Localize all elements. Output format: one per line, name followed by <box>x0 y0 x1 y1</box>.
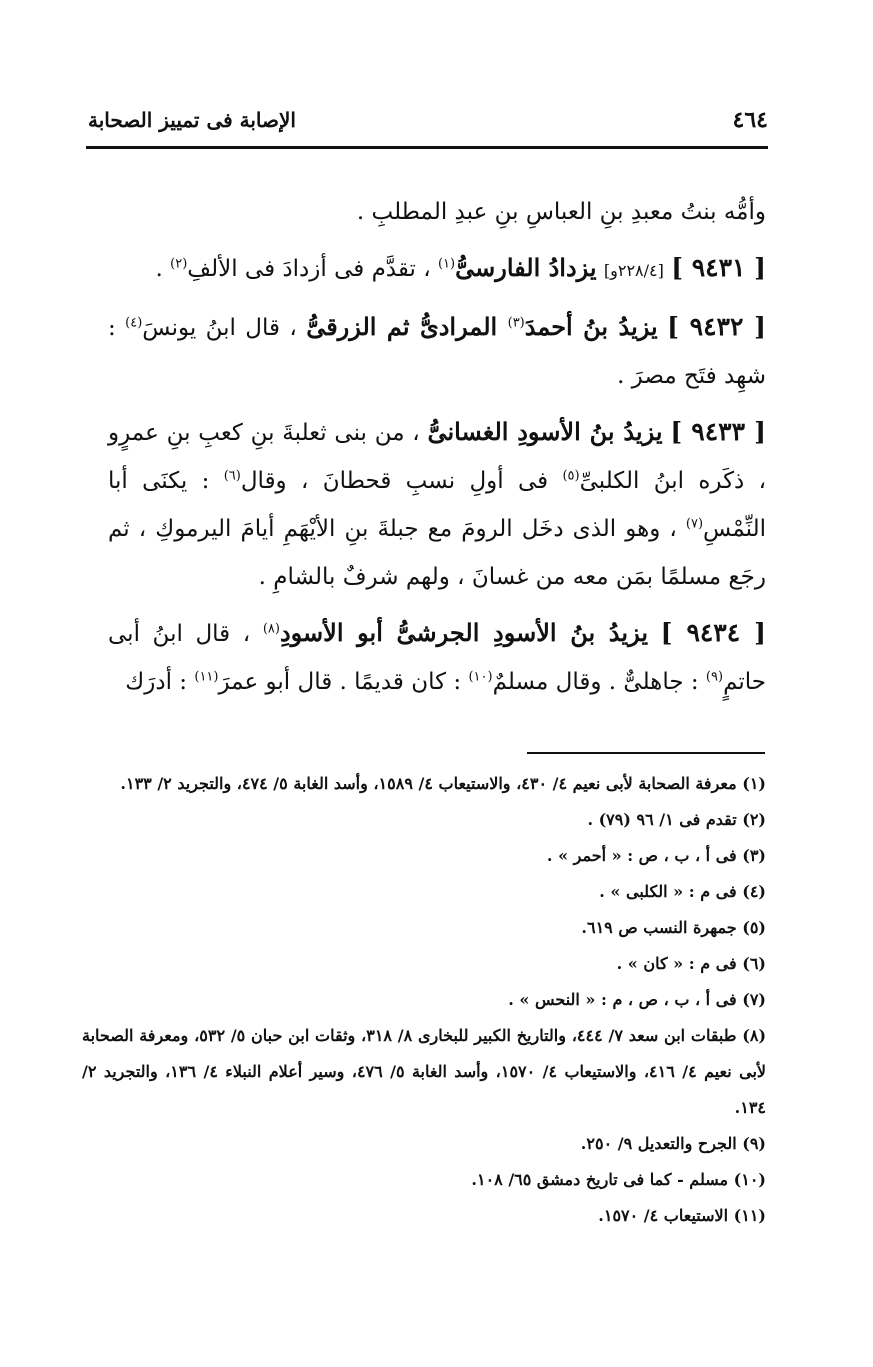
entry-9432: [ ٩٤٣٢ ] يزيدُ بنُ أحمدَ$^{(٣)}$ المرادىُّ ثم الزرقىُّ ، قال ابنُ يونسَ$^{(٤)}$ : شهِد فتَح مصرَ . <box>108 312 766 389</box>
page-number: ٤٦٤ <box>732 107 768 133</box>
footnote-marker: (٧) <box>685 516 704 532</box>
entry-9434: [ ٩٤٣٤ ] يزيدُ بنُ الأسودِ الجرشىُّ أبو الأسودِ$^{(٨)}$ ، قال ابنُ أبى حاتمٍ$^{(٩)}$ : جاهلىٌّ . وقال مسلمٌ$^{(١٠)}$ : كان قديمًا . قال أبو عمرَ$^{(١١)}$ : أدرَك <box>108 618 766 695</box>
manuscript-ref: [٢٢٨/٤و] <box>603 261 664 280</box>
header-rule <box>86 146 768 149</box>
footnote-marker: (٨) <box>262 621 280 637</box>
entry-9433: [ ٩٤٣٣ ] يزيدُ بنُ الأسودِ الغسانىُّ ، من بنى ثعلبةَ بنِ كعبِ بنِ عمرٍو ، ذكَره ابنُ الكلبىِّ$^{(٥)}$ فى أولِ نسبِ قحطانَ ، وقال$^{(٦)}$ : يكنَى أبا النِّمْسِ$^{(٧)}$ ، وهو الذى دخَل الرومَ مع جبلةَ بنِ الأيْهَمِ أيامَ اليرموكِ ، ثم رجَع مسلمًا بمَن معه من غسانَ ، ولهم شرفٌ بالشامِ . <box>108 417 766 590</box>
entry-number: [ ٩٤٣٤ ] <box>660 618 766 647</box>
footnote-marker: (٦) <box>223 468 241 484</box>
footnote-1: (١) معرفة الصحابة لأبى نعيم ٤/ ٤٣٠، والاستيعاب ٤/ ١٥٨٩، وأسد الغابة ٥/ ٤٧٤، والتجريد ٢/ ١٣٣. <box>120 774 766 793</box>
running-title: الإصابة فى تمييز الصحابة <box>88 108 296 132</box>
footnote-2: (٢) تقدم فى ١/ ٩٦ (٧٩) . <box>587 810 766 829</box>
entry-name: يزيدُ بنُ الأسودِ الغسانىُّ <box>427 417 663 446</box>
footnote-8: (٨) طبقات ابن سعد ٧/ ٤٤٤، والتاريخ الكبير للبخارى ٨/ ٣١٨، وثقات ابن حبان ٥/ ٥٣٢، ومعرفة الصحابة لأبى نعيم ٤/ ٤١٦، والاستيعاب ٤/ ١٥٧٠، وأسد الغابة ٥/ ٤٧٦، وسير أعلام النبلاء ٤/ ١٣٦، والتجريد ٢/ ١٣٤. <box>82 1026 767 1117</box>
footnote-4: (٤) فى م : « الكلبى » . <box>599 882 766 901</box>
footnote-marker: (٢) <box>170 256 188 272</box>
entry-name: يزدادُ الفارسىُّ <box>455 253 597 282</box>
main-text <box>108 188 766 714</box>
intro-line: وأمُّه بنتُ معبدِ بنِ العباسِ بنِ عبدِ المطلبِ . <box>356 199 766 225</box>
footnotes <box>82 766 766 1234</box>
entry-9431: [ ٩٤٣١ ] [٢٢٨/٤و] يزدادُ الفارسىُّ$^{(١)}$ ، تقدَّم فى أزدادَ فى الألفِ$^{(٢)}$ . <box>155 253 766 282</box>
footnote-9: (٩) الجرح والتعديل ٩/ ٢٥٠. <box>580 1134 766 1153</box>
footnote-5: (٥) جمهرة النسب ص ٦١٩. <box>581 918 766 937</box>
entry-name: يزيدُ بنُ أحمدَ <box>524 312 658 341</box>
footnote-3: (٣) فى أ ، ب ، ص : « أحمر » . <box>546 846 766 865</box>
page-header <box>88 100 768 140</box>
entry-number: [ ٩٤٣١ ] <box>671 253 766 282</box>
footnote-7: (٧) فى أ ، ب ، ص ، م : « النحس » . <box>508 990 766 1009</box>
footnote-marker: (٤) <box>125 315 143 331</box>
footnote-6: (٦) فى م : « كان » . <box>616 954 766 973</box>
entry-number: [ ٩٤٣٢ ] <box>667 312 766 341</box>
entry-number: [ ٩٤٣٣ ] <box>670 417 766 446</box>
footnote-marker: (٩) <box>705 669 724 685</box>
footnote-marker: (١١) <box>194 669 219 685</box>
footnote-marker: (٥) <box>562 468 580 484</box>
footnote-10: (١٠) مسلم - كما فى تاريخ دمشق ٦٥/ ١٠٨. <box>471 1170 766 1189</box>
footnote-marker: (٣) <box>507 315 525 331</box>
entry-name: يزيدُ بنُ الأسودِ الجرشىُّ أبو الأسودِ <box>279 618 648 647</box>
footnote-11: (١١) الاستيعاب ٤/ ١٥٧٠. <box>598 1206 766 1225</box>
footnote-marker: (١) <box>437 256 456 272</box>
footnote-rule <box>527 752 765 754</box>
footnote-marker: (١٠) <box>468 669 493 685</box>
entry-name-cont: المرادىُّ ثم الزرقىُّ <box>306 312 508 341</box>
